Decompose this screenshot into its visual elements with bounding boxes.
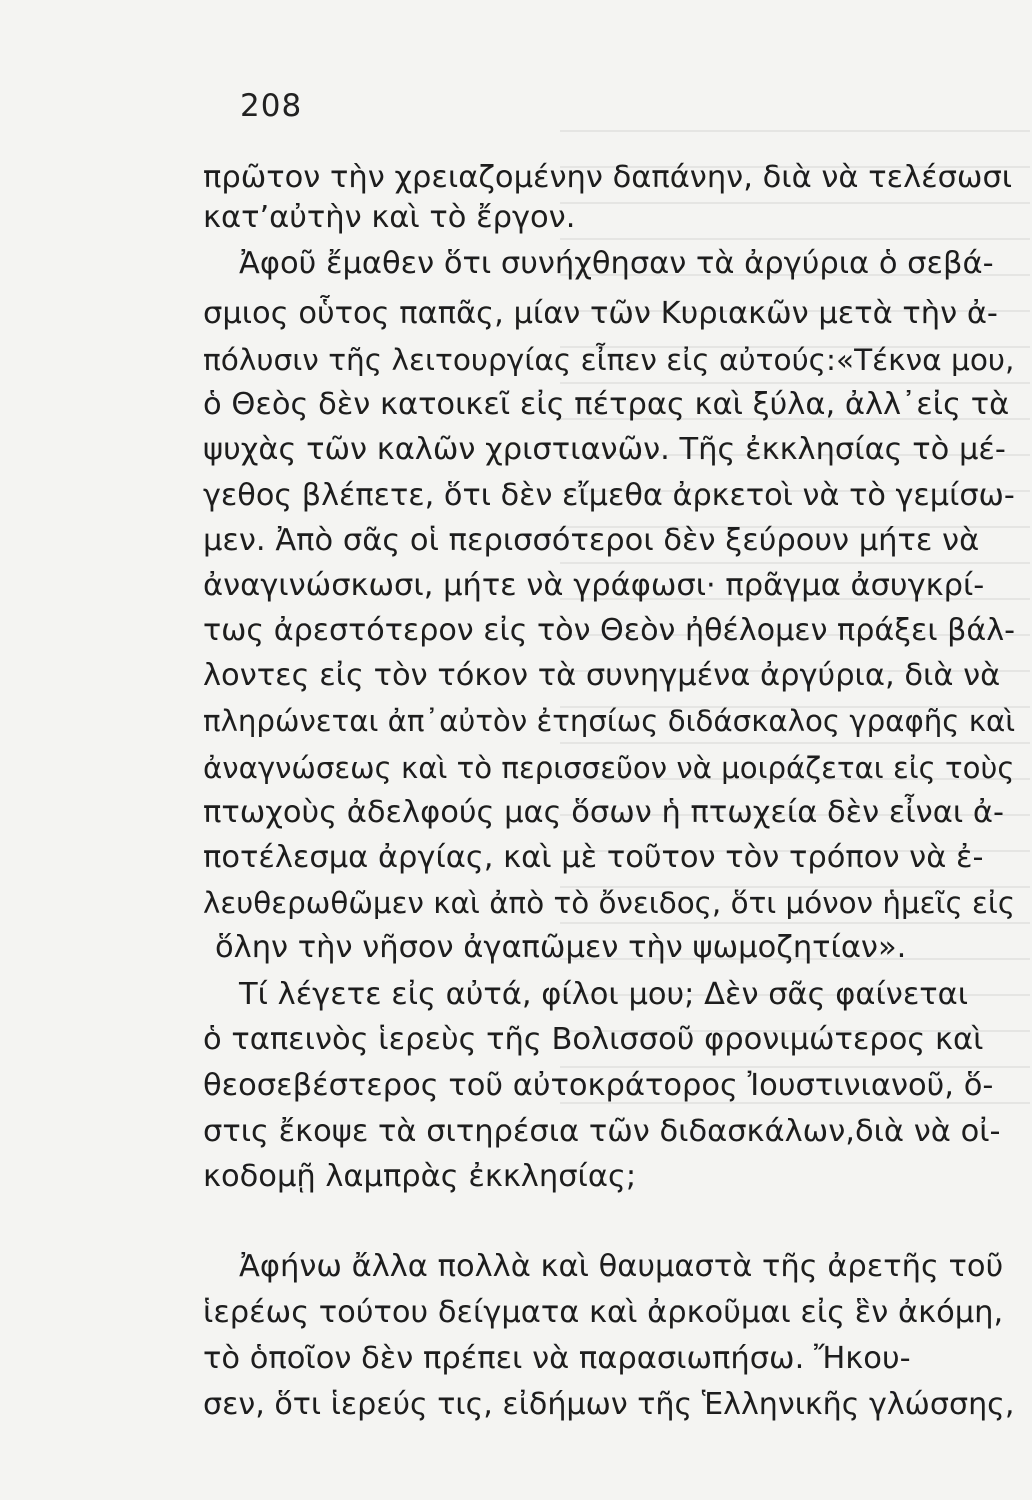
- text-line: ψυχὰς τῶν καλῶν χριστιανῶν. Τῆς ἐκκλησίας τὸ μέ-: [203, 432, 1006, 467]
- text-line: λοντες εἰς τὸν τόκον τὰ συνηγμένα ἀργύρια, διὰ νὰ: [203, 658, 1001, 693]
- text-line: ἀναγνώσεως καὶ τὸ περισσεῦον νὰ μοιράζεται εἰς τοὺς: [203, 751, 1015, 785]
- text-line: στις ἔκοψε τὰ σιτηρέσια τῶν διδασκάλων,διὰ νὰ οἰ-: [203, 1114, 1001, 1149]
- text-line: μεν. Ἀπὸ σᾶς οἱ περισσότεροι δὲν ξεύρουν μήτε νὰ: [203, 523, 980, 558]
- text-line: λευθερωθῶμεν καὶ ἀπὸ τὸ ὄνειδος, ὅτι μόνον ἡμεῖς εἰς: [203, 886, 1016, 920]
- text-line: κοδομῇ λαμπρὰς ἐκκλησίας;: [203, 1159, 637, 1194]
- text-line: Ἀφοῦ ἔμαθεν ὅτι συνήχθησαν τὰ ἀργύρια ὁ σεβά-: [239, 246, 994, 281]
- text-line: πληρώνεται ἀπ᾽αὐτὸν ἐτησίως διδάσκαλος γραφῆς καὶ: [203, 704, 1016, 738]
- text-line: Ἀφήνω ἄλλα πολλὰ καὶ θαυμαστὰ τῆς ἀρετῆς τοῦ: [239, 1249, 1004, 1284]
- text-line: τως ἀρεστότερον εἰς τὸν Θεὸν ἠθέλομεν πράξει βάλ-: [203, 613, 1015, 648]
- text-line: ἱερέως τούτου δείγματα καὶ ἀρκοῦμαι εἰς ἓν ἀκόμη,: [203, 1295, 1004, 1330]
- text-line: ὅλην τὴν νῆσον ἀγαπῶμεν τὴν ψωμοζητίαν».: [215, 930, 907, 965]
- text-line: πρῶτον τὴν χρειαζομένην δαπάνην, διὰ νὰ τελέσωσι: [203, 160, 1013, 195]
- text-line: ὁ Θεὸς δὲν κατοικεῖ εἰς πέτρας καὶ ξύλα, ἀλλ᾽εἰς τὰ: [203, 387, 1010, 422]
- text-line: κατ’αὐτὴν καὶ τὸ ἔργον.: [203, 200, 576, 235]
- text-line: ἀναγινώσκωσι, μήτε νὰ γράφωσι· πρᾶγμα ἀσυγκρί-: [203, 568, 985, 603]
- text-line: ὁ ταπεινὸς ἱερεὺς τῆς Βολισσοῦ φρονιμώτερος καὶ: [203, 1022, 984, 1057]
- text-line: ποτέλεσμα ἀργίας, καὶ μὲ τοῦτον τὸν τρόπον νὰ ἐ-: [203, 840, 984, 875]
- text-line: σμιος οὗτος παπᾶς, μίαν τῶν Κυριακῶν μετὰ τὴν ἀ-: [203, 296, 998, 331]
- text-line: γεθος βλέπετε, ὅτι δὲν εἴμεθα ἀρκετοὶ νὰ τὸ γεμίσω-: [203, 478, 1015, 513]
- text-line: τὸ ὁποῖον δὲν πρέπει νὰ παρασιωπήσω. Ἤκου-: [203, 1341, 911, 1376]
- text-line: Τί λέγετε εἰς αὐτά, φίλοι μου; Δὲν σᾶς φαίνεται: [239, 977, 969, 1012]
- text-line: θεοσεβέστερος τοῦ αὐτοκράτορος Ἰουστινιανοῦ, ὅ-: [203, 1068, 994, 1103]
- text-line: σεν, ὅτι ἱερεύς τις, εἰδήμων τῆς Ἑλληνικῆς γλώσσης,: [203, 1387, 1015, 1422]
- text-line: πτωχοὺς ἀδελφούς μας ὅσων ἡ πτωχεία δὲν εἶναι ἀ-: [203, 795, 1004, 830]
- text-line: πόλυσιν τῆς λειτουργίας εἶπεν εἰς αὐτούς:«Τέκνα μου,: [203, 343, 1015, 377]
- page-number: 208: [240, 88, 303, 124]
